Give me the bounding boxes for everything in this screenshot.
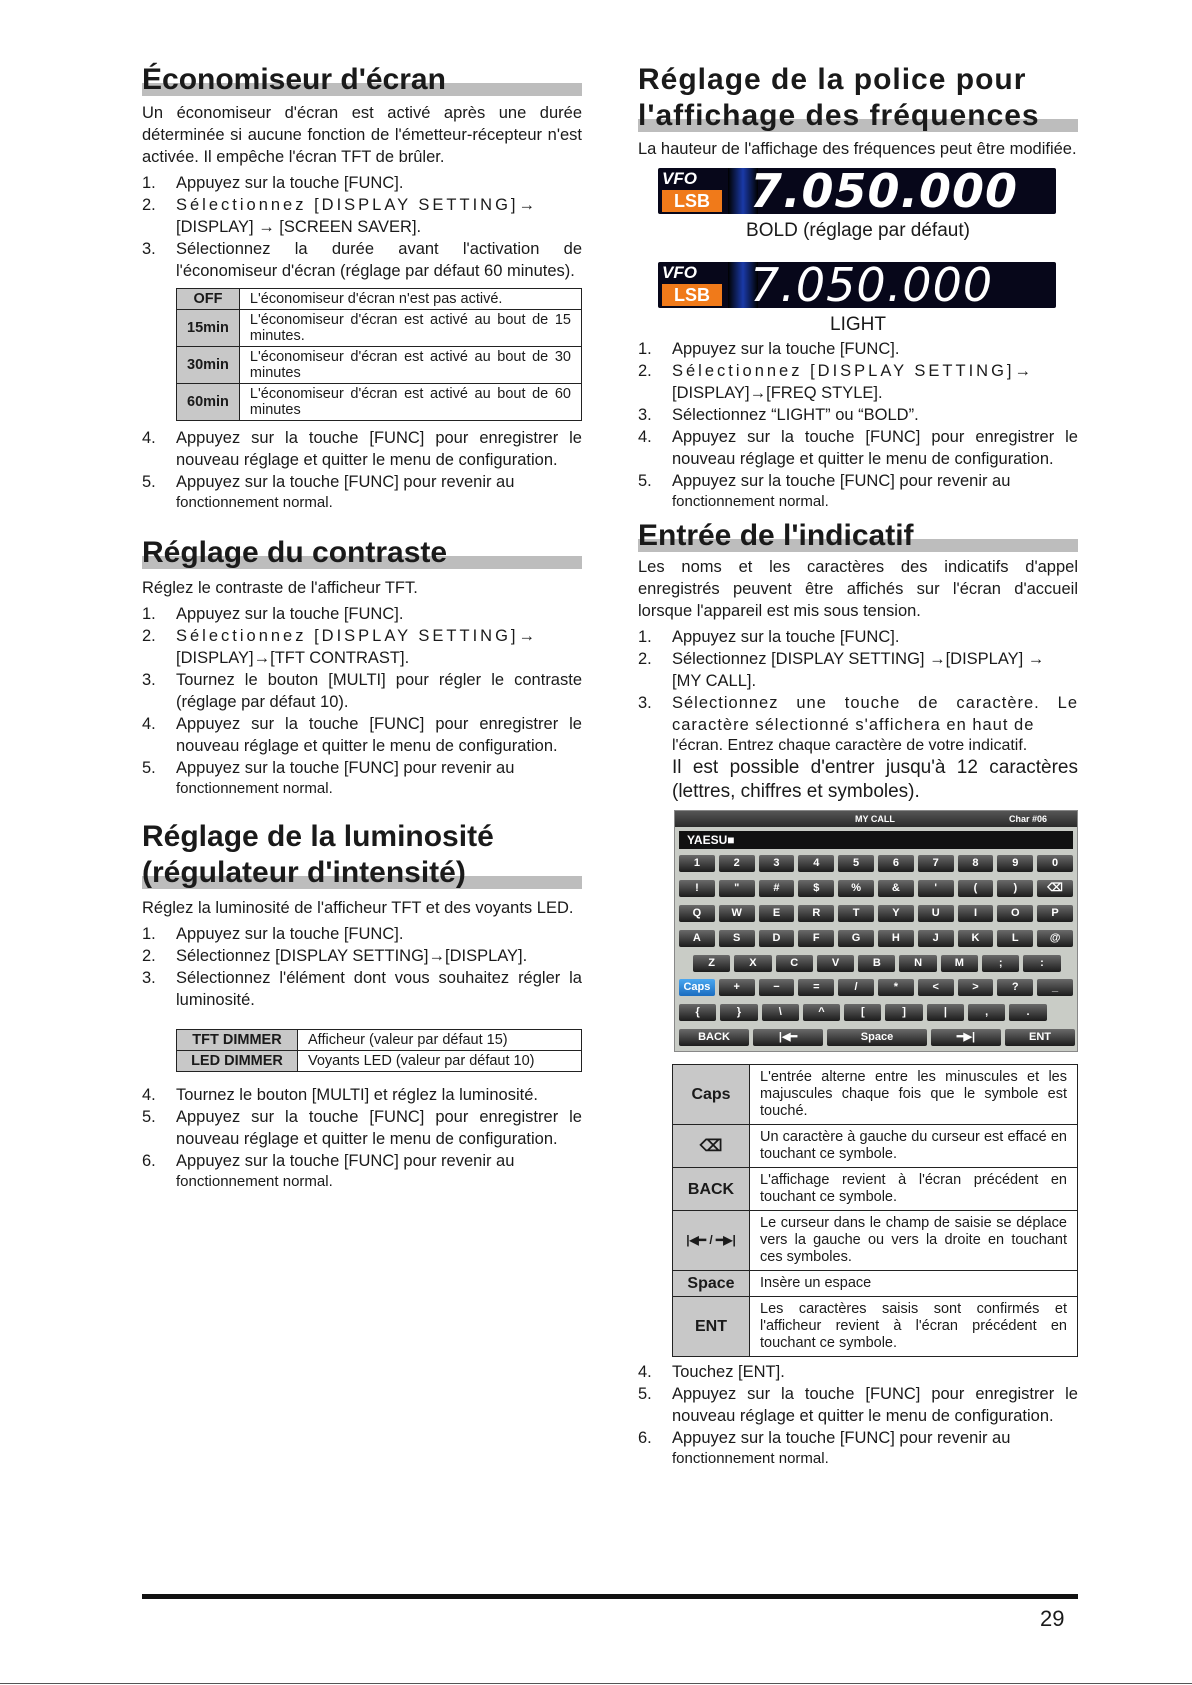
table-row: 60min L'économiseur d'écran est activé au bout de 60 minutes (177, 384, 582, 421)
keyboard-key[interactable]: S (719, 930, 755, 947)
keyboard-key[interactable]: X (734, 955, 771, 972)
keyboard-key[interactable]: 1 (679, 855, 715, 872)
list-item: 1. Appuyez sur la touche [FUNC]. (142, 605, 404, 623)
keyboard-key[interactable]: U (918, 905, 954, 922)
keyboard-key[interactable]: ? (997, 979, 1033, 996)
keyboard-key[interactable]: % (838, 880, 874, 897)
keyboard-key[interactable]: H (878, 930, 914, 947)
freq-font-intro: La hauteur de l'affichage des fréquences peut être modifiée. (638, 140, 1077, 158)
mode-badge: LSB (662, 284, 722, 306)
list-item: 5. Appuyez sur la touche [FUNC] pour revenir au fonctionnement normal. (142, 759, 515, 797)
contrast-steps (142, 603, 582, 799)
keyboard-key[interactable]: R (798, 905, 834, 922)
table-row: |◀━ / ━▶| Le curseur dans le champ de saisie se déplace vers la gauche ou vers la droite en touchant ces symboles. (673, 1211, 1078, 1271)
table-row: Caps L'entrée alterne entre les minuscules et les majuscules chaque fois que le symbole est touché. (673, 1065, 1078, 1125)
keyboard-key[interactable]: 7 (918, 855, 954, 872)
keyboard-key[interactable]: − (759, 979, 795, 996)
freq-font-steps (638, 338, 1078, 512)
keyboard-key[interactable]: : (1023, 955, 1060, 972)
keyboard-key[interactable]: { (679, 1004, 716, 1021)
keyboard-key[interactable]: > (958, 979, 994, 996)
footer-rule (142, 1594, 1078, 1599)
screen-saver-table (176, 288, 582, 421)
keyboard-key[interactable]: ENT (1005, 1029, 1075, 1046)
list-item: 5. Appuyez sur la touche [FUNC] pour enregistrer le nouveau réglage et quitter le menu de configuration. (638, 1385, 1078, 1425)
keyboard-key[interactable]: T (838, 905, 874, 922)
list-item: 2. Sélectionnez [DISPLAY SETTING] →[DISPLAY] → [MY CALL]. (638, 650, 1045, 690)
cursor-arrows-icon: |◀━ / ━▶| (673, 1211, 750, 1271)
table-row: LED DIMMER Voyants LED (valeur par défaut 10) (177, 1051, 582, 1072)
list-item: 1. Appuyez sur la touche [FUNC]. (142, 174, 404, 192)
key-legend-table (672, 1064, 1078, 1357)
table-row: 15min L'économiseur d'écran est activé au bout de 15 minutes. (177, 310, 582, 347)
freq-display-bold (658, 168, 1056, 214)
keyboard-key[interactable]: Caps (679, 979, 715, 996)
keyboard-key[interactable]: . (1009, 1004, 1046, 1021)
keyboard-key[interactable]: ) (997, 880, 1033, 897)
table-row: BACK L'affichage revient à l'écran précédent en touchant ce symbole. (673, 1168, 1078, 1211)
callsign-input[interactable]: YAESU■ (679, 831, 1073, 849)
section-title-contrast: Réglage du contraste (142, 535, 582, 571)
keyboard-key[interactable]: Q (679, 905, 715, 922)
keyboard-key[interactable]: D (759, 930, 795, 947)
keyboard-key[interactable]: L (997, 930, 1033, 947)
keyboard-key[interactable]: V (817, 955, 854, 972)
keyboard-key[interactable]: _ (1037, 979, 1073, 996)
list-item: 3. Sélectionnez l'élément dont vous souhaitez régler la luminosité. (142, 969, 582, 1009)
keyboard-key[interactable]: & (878, 880, 914, 897)
list-item: 3. Tournez le bouton [MULTI] pour régler le contraste (réglage par défaut 10). (142, 671, 582, 711)
my-call-steps-2 (638, 1361, 1078, 1469)
keyboard-key[interactable]: BACK (679, 1029, 749, 1046)
list-item: 3. Sélectionnez une touche de caractère. Le caractère sélectionné s'affichera en haut de l'écran. Entrez chaque caractère de votre indicatif. Il est possible d'entrer jusqu'à 12 caractères (lettres, chiffres et symboles). (638, 694, 1078, 802)
brightness-steps (142, 923, 582, 1011)
list-item: 2. Sélectionnez [DISPLAY SETTING]→ [DISPLAY]→[TFT CONTRAST]. (142, 627, 538, 667)
screen-saver-intro: Un économiseur d'écran est activé après une durée déterminée si aucune fonction de l'émetteur-récepteur n'est activée. Il empêche l'écran TFT de brûler. (142, 104, 582, 166)
keyboard-key[interactable]: E (759, 905, 795, 922)
table-row: ENT Les caractères saisis sont confirmés et l'afficheur revient à l'écran précédent en touchant ce symbole. (673, 1297, 1078, 1357)
table-row: TFT DIMMER Afficheur (valeur par défaut 15) (177, 1030, 582, 1051)
list-item: 3. Sélectionnez “LIGHT” ou “BOLD”. (638, 406, 919, 424)
keyboard-key[interactable]: # (759, 880, 795, 897)
list-item: 2. Sélectionnez [DISPLAY SETTING]→ [DISPLAY]→[FREQ STYLE]. (638, 362, 1034, 402)
keyboard-key[interactable]: 8 (958, 855, 994, 872)
table-row: Space Insère un espace (673, 1271, 1078, 1297)
list-item: 4. Tournez le bouton [MULTI] et réglez la luminosité. (142, 1086, 538, 1104)
list-item: 2. Sélectionnez [DISPLAY SETTING]→[DISPLAY]. (142, 947, 528, 965)
dimmer-table (176, 1029, 582, 1072)
keyboard-key[interactable]: } (720, 1004, 757, 1021)
keyboard-header: MY CALL Char #06 (675, 811, 1077, 827)
keyboard-key[interactable]: 2 (719, 855, 755, 872)
keyboard-key[interactable]: $ (798, 880, 834, 897)
keyboard-key[interactable]: 5 (838, 855, 874, 872)
keyboard-key[interactable]: [ (844, 1004, 881, 1021)
section-title-brightness: Réglage de la luminosité (régulateur d'intensité) (142, 819, 582, 891)
keyboard-key[interactable]: ; (982, 955, 1019, 972)
page-edge-line (0, 1683, 1192, 1684)
table-row: 30min L'économiseur d'écran est activé au bout de 30 minutes (177, 347, 582, 384)
keyboard-key[interactable]: |◀━ (753, 1029, 823, 1046)
freq-display-light (658, 262, 1056, 308)
caption-bold: BOLD (réglage par défaut) (746, 220, 970, 241)
list-item: 2. Sélectionnez [DISPLAY SETTING]→ [DISPLAY] → [SCREEN SAVER]. (142, 196, 538, 236)
contrast-intro: Réglez le contraste de l'afficheur TFT. (142, 579, 418, 597)
page-number: 29 (1040, 1606, 1065, 1631)
table-row: OFF L'économiseur d'écran n'est pas activé. (177, 289, 582, 310)
keyboard-key[interactable]: W (719, 905, 755, 922)
list-item: 1. Appuyez sur la touche [FUNC]. (638, 628, 900, 646)
keyboard-key[interactable]: \ (762, 1004, 799, 1021)
keyboard-key[interactable]: 3 (759, 855, 795, 872)
keyboard-key[interactable]: " (719, 880, 755, 897)
keyboard-key[interactable]: O (997, 905, 1033, 922)
keyboard-key[interactable]: B (858, 955, 895, 972)
freq-readout: 7.050.000 (750, 168, 1018, 214)
list-item: 5. Appuyez sur la touche [FUNC] pour revenir au fonctionnement normal. (638, 472, 1011, 510)
keyboard-key[interactable]: N (899, 955, 936, 972)
keyboard-screenshot (674, 810, 1078, 1052)
keyboard-key[interactable]: I (958, 905, 994, 922)
vfo-label: VFO (662, 169, 697, 188)
list-item: 4. Appuyez sur la touche [FUNC] pour enregistrer le nouveau réglage et quitter le menu de configuration. (142, 715, 582, 755)
keyboard-key[interactable]: 0 (1037, 855, 1073, 872)
table-row: ⌫ Un caractère à gauche du curseur est effacé en touchant ce symbole. (673, 1125, 1078, 1168)
list-item: 3. Sélectionnez la durée avant l'activation de l'économiseur d'écran (réglage par défaut 60 minutes). (142, 240, 582, 280)
keyboard-key[interactable]: | (927, 1004, 964, 1021)
right-column (638, 62, 1078, 1469)
list-item: 6. Appuyez sur la touche [FUNC] pour revenir au fonctionnement normal. (142, 1152, 515, 1190)
screen-saver-steps-2 (142, 427, 582, 513)
list-item: 1. Appuyez sur la touche [FUNC]. (638, 340, 900, 358)
list-item: 5. Appuyez sur la touche [FUNC] pour revenir au fonctionnement normal. (142, 473, 515, 511)
list-item: 1. Appuyez sur la touche [FUNC]. (142, 925, 404, 943)
keyboard-key[interactable]: 4 (798, 855, 834, 872)
section-title-freq-font: Réglage de la police pour l'affichage des fréquences (638, 62, 1078, 134)
keyboard-key[interactable]: , (968, 1004, 1005, 1021)
keyboard-key[interactable]: ━▶| (931, 1029, 1001, 1046)
list-item: 4. Touchez [ENT]. (638, 1363, 785, 1381)
keyboard-key[interactable]: G (838, 930, 874, 947)
screen-saver-steps (142, 172, 582, 282)
keyboard-key[interactable]: ^ (803, 1004, 840, 1021)
list-item: 4. Appuyez sur la touche [FUNC] pour enregistrer le nouveau réglage et quitter le menu de configuration. (638, 428, 1078, 468)
my-call-steps (638, 626, 1078, 804)
list-item: 4. Appuyez sur la touche [FUNC] pour enregistrer le nouveau réglage et quitter le menu de configuration. (142, 429, 582, 469)
keyboard-key[interactable]: Z (693, 955, 730, 972)
keyboard-key[interactable]: = (798, 979, 834, 996)
mode-badge: LSB (662, 190, 722, 212)
brightness-intro: Réglez la luminosité de l'afficheur TFT et des voyants LED. (142, 899, 574, 917)
keyboard-key[interactable]: F (798, 930, 834, 947)
keyboard-key[interactable]: Space (827, 1029, 927, 1046)
keyboard-key[interactable]: * (878, 979, 914, 996)
my-call-intro: Les noms et les caractères des indicatifs d'appel enregistrés peuvent être affichés sur l'écran d'accueil lorsque l'appareil est mis sous tension. (638, 558, 1078, 620)
keyboard-key[interactable]: ! (679, 880, 715, 897)
keyboard-key[interactable]: A (679, 930, 715, 947)
caption-light: LIGHT (830, 314, 886, 335)
brightness-steps-2 (142, 1084, 582, 1192)
keyboard-key[interactable]: / (838, 979, 874, 996)
keyboard-key[interactable]: M (941, 955, 978, 972)
keyboard-key[interactable]: ' (918, 880, 954, 897)
left-column (142, 62, 582, 1192)
backspace-icon: ⌫ (673, 1125, 750, 1168)
list-item: 5. Appuyez sur la touche [FUNC] pour enregistrer le nouveau réglage et quitter le menu de configuration. (142, 1108, 582, 1148)
keyboard-key[interactable]: P (1037, 905, 1073, 922)
keyboard-key[interactable]: ⌫ (1037, 880, 1073, 897)
section-title-screen-saver: Économiseur d'écran (142, 62, 582, 98)
keyboard-key[interactable]: 6 (878, 855, 914, 872)
freq-readout: 7.050.000 (750, 262, 994, 308)
keyboard-key[interactable]: + (719, 979, 755, 996)
list-item: 6. Appuyez sur la touche [FUNC] pour revenir au fonctionnement normal. (638, 1429, 1011, 1467)
keyboard-key[interactable]: C (776, 955, 813, 972)
section-title-my-call: Entrée de l'indicatif (638, 518, 1078, 554)
keyboard-key[interactable]: ( (958, 880, 994, 897)
keyboard-key[interactable]: < (918, 979, 954, 996)
keyboard-key[interactable]: ] (885, 1004, 922, 1021)
keyboard-key[interactable]: 9 (997, 855, 1033, 872)
keyboard-key[interactable]: J (918, 930, 954, 947)
keyboard-key[interactable]: @ (1037, 930, 1073, 947)
vfo-label: VFO (662, 263, 697, 282)
keyboard-key[interactable]: K (958, 930, 994, 947)
keyboard-key[interactable]: Y (878, 905, 914, 922)
